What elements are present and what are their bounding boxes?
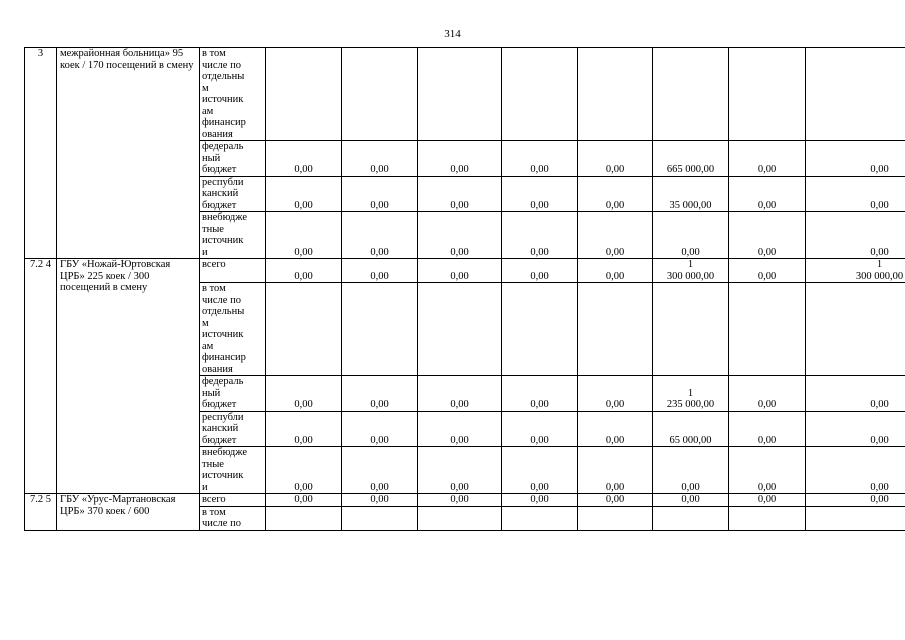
funding-source-line: республи	[202, 411, 244, 423]
amount-value: 0,00	[870, 199, 889, 211]
funding-source-cell	[200, 411, 266, 447]
amount-cell	[502, 212, 578, 259]
amount-cell	[578, 494, 653, 507]
amount-cell	[342, 411, 418, 447]
funding-source-line: внебюдже	[202, 447, 248, 458]
amount-value: 0,00	[450, 481, 469, 493]
amount-cell	[342, 506, 418, 530]
amount-cell	[653, 411, 729, 447]
amount-cell	[806, 411, 905, 447]
amount-cell	[806, 494, 905, 507]
amount-cell	[266, 212, 342, 259]
amount-value: 0,00	[370, 199, 389, 211]
amount-cell	[729, 411, 806, 447]
amount-value: 0,00	[605, 164, 625, 175]
amount-cell	[806, 176, 905, 212]
funding-source-line: канский	[202, 423, 239, 434]
amount-value: 0,00	[450, 246, 469, 258]
funding-source-cell	[200, 376, 266, 412]
amount-cell	[729, 376, 806, 412]
amount-value: 0,00	[450, 494, 469, 505]
amount-value: 0,00	[605, 246, 625, 258]
amount-cell	[342, 494, 418, 507]
amount-cell	[266, 494, 342, 507]
funding-source-line: в том	[202, 506, 226, 518]
amount-cell	[502, 447, 578, 494]
funding-source-line: федераль	[202, 141, 244, 152]
amount-value: 0,00	[870, 399, 889, 410]
amount-value: 0,00	[870, 246, 889, 258]
funding-source-line: числе по	[202, 518, 241, 529]
amount-cell	[806, 212, 905, 259]
funding-source-line: федераль	[202, 376, 244, 387]
amount-cell	[806, 283, 905, 376]
amount-value: 0,00	[370, 494, 389, 505]
row-index-cell	[25, 48, 57, 259]
amount-cell	[729, 259, 806, 283]
row-index-cell	[25, 259, 57, 494]
amount-value: 0,00	[757, 270, 777, 282]
amount-cell	[418, 259, 502, 283]
amount-value: 0,00	[757, 246, 777, 258]
amount-cell	[729, 176, 806, 212]
funding-source-line: и	[202, 481, 208, 493]
amount-value: 0,00	[294, 164, 313, 175]
amount-value: 0,00	[681, 494, 700, 505]
funding-source-line: числе по	[202, 59, 241, 71]
amount-cell	[266, 259, 342, 283]
funding-source-line: источник	[202, 235, 244, 246]
amount-value: 0,00	[757, 494, 777, 505]
amount-cell	[578, 447, 653, 494]
amount-cell	[653, 447, 729, 494]
amount-cell	[653, 259, 729, 283]
funding-source-cell	[200, 176, 266, 212]
amount-cell	[342, 48, 418, 141]
funding-source-line: всего	[202, 494, 226, 505]
amount-value: 0,00	[870, 481, 889, 493]
amount-cell	[502, 411, 578, 447]
funding-source-cell	[200, 447, 266, 494]
amount-cell	[653, 376, 729, 412]
table-row	[25, 259, 905, 283]
amount-cell	[653, 48, 729, 141]
amount-cell	[729, 494, 806, 507]
amount-value: 0,00	[870, 494, 889, 505]
institution-name: межрайонная больница» 95 коек / 170 посещений в смену	[60, 48, 194, 71]
amount-cell	[418, 494, 502, 507]
row-index: 3	[37, 48, 44, 59]
funding-source-line: ам	[202, 340, 214, 352]
amount-cell	[729, 48, 806, 141]
funding-source-line: источник	[202, 470, 244, 481]
amount-value: 1 300 000,00	[666, 259, 715, 282]
amount-value: 0,00	[294, 494, 313, 505]
amount-cell	[502, 283, 578, 376]
amount-value: 0,00	[294, 434, 313, 446]
funding-source-cell	[200, 283, 266, 376]
amount-value: 0,00	[370, 481, 389, 493]
amount-value: 0,00	[605, 494, 625, 505]
amount-cell	[653, 176, 729, 212]
institution-name-cell	[57, 48, 200, 259]
funding-source-line: и	[202, 246, 208, 258]
amount-cell	[578, 411, 653, 447]
amount-value: 0,00	[294, 199, 313, 211]
amount-value: 0,00	[370, 246, 389, 258]
amount-value: 0,00	[450, 434, 469, 446]
amount-cell	[418, 411, 502, 447]
amount-cell	[418, 283, 502, 376]
funding-source-line: финансир	[202, 117, 246, 128]
funding-source-cell	[200, 506, 266, 530]
amount-cell	[342, 283, 418, 376]
amount-cell	[653, 494, 729, 507]
amount-cell	[418, 176, 502, 212]
funding-source-line: источник	[202, 329, 244, 340]
amount-value: 0,00	[530, 246, 549, 258]
funding-source-line: ования	[202, 363, 233, 375]
funding-source-line: м	[202, 317, 209, 329]
amount-value: 0,00	[870, 434, 889, 446]
amount-cell	[806, 506, 905, 530]
amount-cell	[418, 212, 502, 259]
amount-cell	[806, 447, 905, 494]
amount-value: 0,00	[605, 199, 625, 211]
amount-cell	[266, 376, 342, 412]
amount-cell	[578, 176, 653, 212]
amount-value: 0,00	[450, 164, 469, 175]
amount-cell	[266, 411, 342, 447]
funding-source-line: бюджет	[202, 434, 237, 446]
amount-value: 0,00	[530, 270, 549, 282]
row-index: 7.2 4	[30, 259, 51, 270]
amount-value: 35 000,00	[669, 199, 712, 211]
amount-cell	[342, 141, 418, 177]
amount-value: 0,00	[294, 481, 313, 493]
amount-cell	[578, 506, 653, 530]
funding-source-line: внебюдже	[202, 212, 248, 223]
funding-source-line: в том	[202, 48, 226, 59]
institution-name: ГБУ «Урус-Мартановская ЦРБ» 370 коек / 600	[60, 494, 176, 517]
budget-table	[24, 47, 905, 531]
funding-source-line: республи	[202, 176, 244, 188]
amount-value: 0,00	[605, 481, 625, 493]
amount-cell	[502, 506, 578, 530]
budget-table-body	[25, 48, 905, 531]
funding-source-cell	[200, 48, 266, 141]
amount-value: 1 235 000,00	[666, 387, 715, 410]
amount-cell	[806, 376, 905, 412]
amount-cell	[806, 48, 905, 141]
amount-cell	[578, 141, 653, 177]
amount-value: 65 000,00	[669, 434, 712, 446]
amount-cell	[653, 506, 729, 530]
amount-cell	[578, 48, 653, 141]
funding-source-line: канский	[202, 188, 239, 199]
funding-source-line: числе по	[202, 294, 241, 306]
funding-source-line: бюджет	[202, 164, 237, 175]
amount-cell	[266, 447, 342, 494]
amount-cell	[418, 376, 502, 412]
amount-cell	[653, 212, 729, 259]
amount-value: 0,00	[757, 399, 777, 410]
funding-source-cell	[200, 141, 266, 177]
institution-name-cell	[57, 494, 200, 531]
funding-source-cell	[200, 259, 266, 283]
amount-value: 0,00	[757, 199, 777, 211]
funding-source-cell	[200, 212, 266, 259]
amount-value: 0,00	[370, 434, 389, 446]
amount-value: 0,00	[757, 481, 777, 493]
amount-cell	[266, 48, 342, 141]
amount-value: 0,00	[370, 270, 389, 282]
row-index-cell	[25, 494, 57, 531]
amount-cell	[502, 48, 578, 141]
amount-cell	[806, 259, 905, 283]
funding-source-line: в том	[202, 283, 226, 294]
amount-value: 0,00	[757, 434, 777, 446]
amount-value: 0,00	[450, 199, 469, 211]
amount-value: 0,00	[450, 270, 469, 282]
amount-cell	[418, 48, 502, 141]
amount-cell	[342, 447, 418, 494]
amount-cell	[342, 176, 418, 212]
amount-cell	[502, 141, 578, 177]
amount-value: 0,00	[681, 481, 700, 493]
funding-source-line: источник	[202, 94, 244, 105]
table-row	[25, 494, 905, 507]
amount-value: 0,00	[294, 270, 313, 282]
funding-source-line: бюджет	[202, 199, 237, 211]
amount-cell	[266, 506, 342, 530]
funding-source-line: ам	[202, 105, 214, 117]
amount-cell	[729, 141, 806, 177]
funding-source-line: отдельны	[202, 71, 245, 82]
amount-cell	[653, 141, 729, 177]
funding-source-line: тные	[202, 223, 224, 235]
amount-value: 0,00	[530, 494, 549, 505]
amount-cell	[342, 376, 418, 412]
funding-source-line: отдельны	[202, 306, 245, 317]
amount-value: 665 000,00	[666, 164, 715, 175]
amount-cell	[502, 494, 578, 507]
amount-value: 0,00	[530, 434, 549, 446]
amount-value: 0,00	[605, 270, 625, 282]
amount-value: 0,00	[605, 399, 625, 410]
funding-source-line: всего	[202, 259, 226, 270]
amount-value: 1 300 000,00	[855, 259, 904, 282]
amount-cell	[578, 283, 653, 376]
funding-source-line: финансир	[202, 352, 246, 363]
funding-source-cell	[200, 494, 266, 507]
funding-source-line: тные	[202, 458, 224, 470]
amount-cell	[342, 259, 418, 283]
funding-source-line: ования	[202, 128, 233, 140]
amount-cell	[578, 376, 653, 412]
funding-source-line: ный	[202, 152, 221, 164]
amount-cell	[266, 176, 342, 212]
amount-cell	[729, 447, 806, 494]
amount-cell	[502, 176, 578, 212]
amount-value: 0,00	[294, 399, 313, 410]
institution-name-cell	[57, 259, 200, 494]
table-row	[25, 48, 905, 141]
amount-cell	[266, 141, 342, 177]
page-number: 314	[444, 28, 461, 40]
amount-cell	[729, 212, 806, 259]
funding-source-line: м	[202, 82, 209, 94]
amount-cell	[266, 283, 342, 376]
amount-value: 0,00	[757, 164, 777, 175]
amount-cell	[653, 283, 729, 376]
amount-value: 0,00	[450, 399, 469, 410]
amount-value: 0,00	[294, 246, 313, 258]
amount-value: 0,00	[370, 399, 389, 410]
row-index: 7.2 5	[30, 494, 51, 505]
amount-cell	[578, 259, 653, 283]
funding-source-line: ный	[202, 387, 221, 399]
amount-cell	[418, 447, 502, 494]
institution-name: ГБУ «Ножай-Юртовская ЦРБ» 225 коек / 300 посещений в смену	[60, 259, 171, 293]
amount-cell	[418, 141, 502, 177]
amount-cell	[729, 506, 806, 530]
amount-value: 0,00	[681, 246, 700, 258]
amount-cell	[342, 212, 418, 259]
amount-value: 0,00	[530, 164, 549, 175]
amount-cell	[578, 212, 653, 259]
amount-cell	[729, 283, 806, 376]
amount-cell	[418, 506, 502, 530]
amount-value: 0,00	[530, 399, 549, 410]
amount-cell	[806, 141, 905, 177]
amount-value: 0,00	[870, 164, 889, 175]
amount-value: 0,00	[530, 481, 549, 493]
funding-source-line: бюджет	[202, 399, 237, 410]
amount-cell	[502, 376, 578, 412]
amount-value: 0,00	[370, 164, 389, 175]
amount-value: 0,00	[530, 199, 549, 211]
amount-cell	[502, 259, 578, 283]
amount-value: 0,00	[605, 434, 625, 446]
